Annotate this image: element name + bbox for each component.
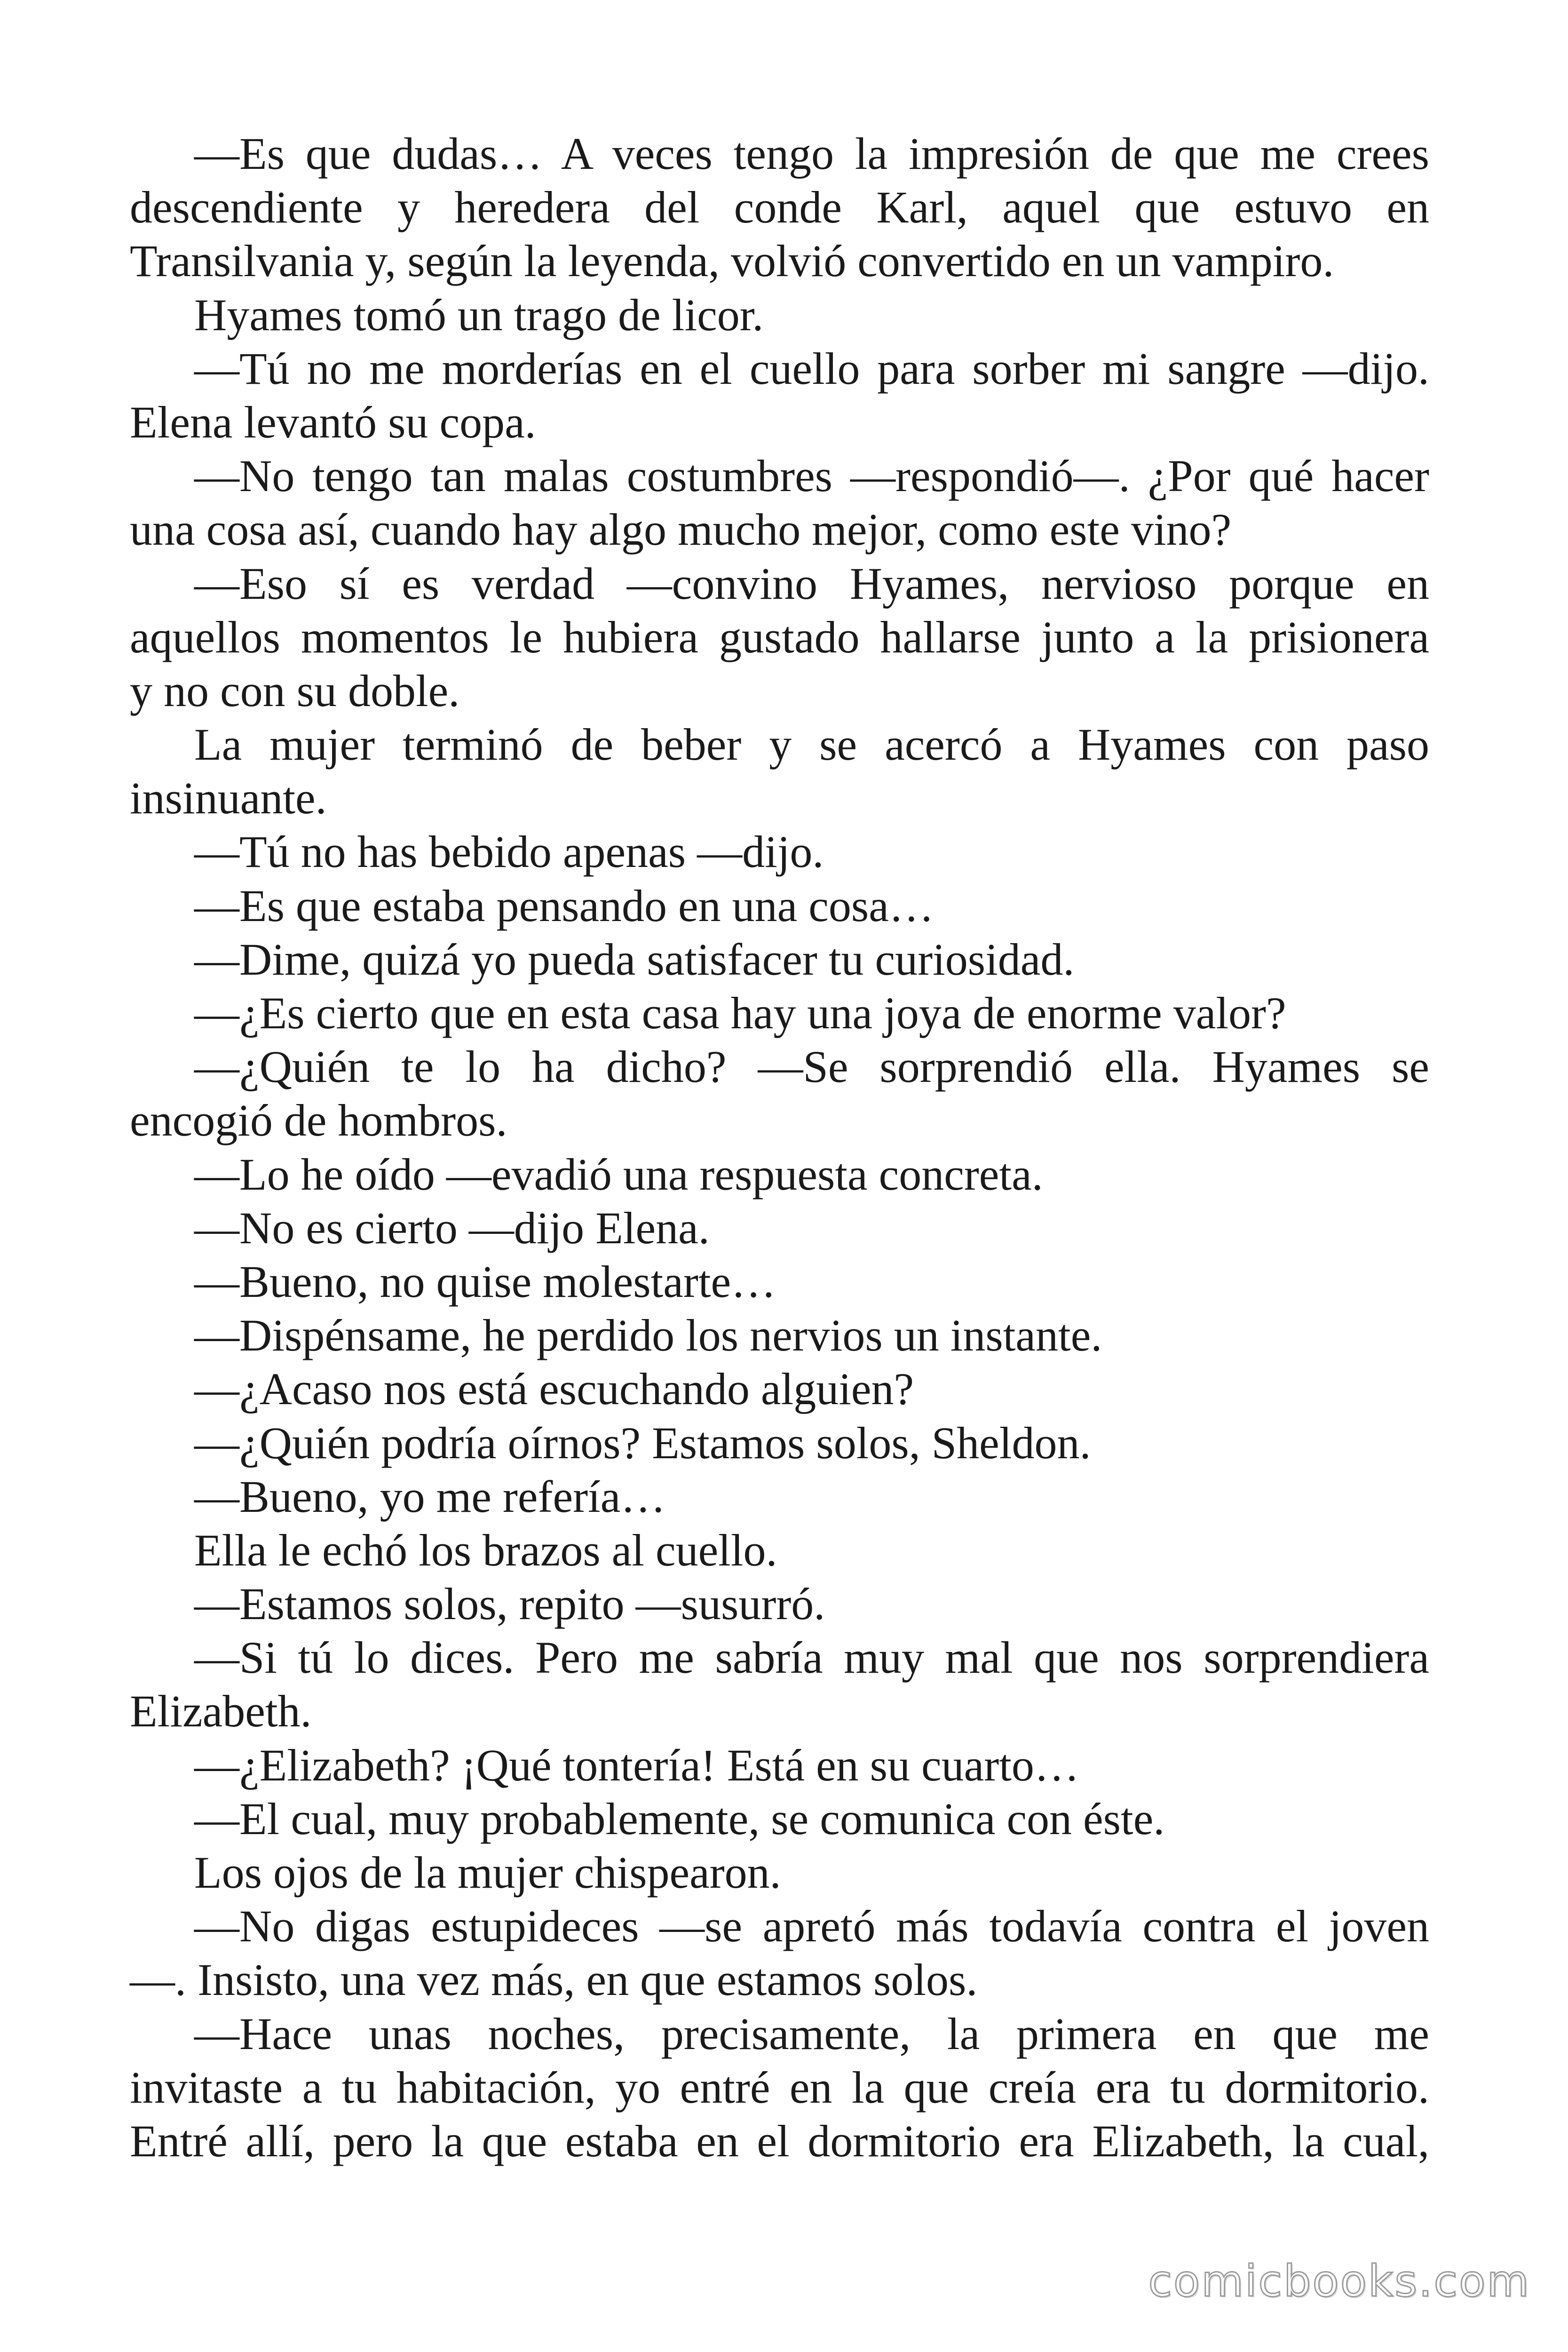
paragraph (130, 1739, 1429, 1792)
paragraph (130, 1148, 1429, 1201)
text-line: —Es que estaba pensando en una cosa… (194, 880, 934, 931)
text-line: —Tú no has bebido apenas —dijo. (194, 826, 824, 877)
paragraph (130, 1309, 1429, 1362)
text-line: —Lo he oído —evadió una respuesta concreta. (194, 1149, 1043, 1200)
text-line: descendiente y heredera del conde Karl, aquel que estuvo en (130, 182, 1429, 233)
text-line: Los ojos de la mujer chispearon. (194, 1847, 781, 1898)
paragraph (130, 1255, 1429, 1309)
text-line: —Hace unas noches, precisamente, la primera en que me (194, 2008, 1429, 2059)
text-line: —¿Acaso nos está escuchando alguien? (194, 1364, 914, 1414)
text-line: —No digas estupideces —se apretó más todavía contra el joven (194, 1901, 1429, 1952)
text-line: Entré allí, pero la que estaba en el dormitorio era Elizabeth, la cual, (130, 2115, 1429, 2166)
paragraph (130, 825, 1429, 879)
text-line: La mujer terminó de beber y se acercó a Hyames con paso (194, 719, 1429, 770)
text-line: —Estamos solos, repito —susurró. (194, 1579, 825, 1629)
text-line: —El cual, muy probablemente, se comunica con éste. (194, 1793, 1165, 1844)
text-line: una cosa así, cuando hay algo mucho mejor, como este vino? (130, 504, 1232, 555)
paragraph (130, 127, 1429, 288)
text-line: insinuante. (130, 773, 327, 824)
text-line: —Es que dudas… A veces tengo la impresión de que me crees (194, 128, 1429, 179)
paragraph (130, 342, 1429, 449)
text-line: Transilvania y, según la leyenda, volvió convertido en un vampiro. (130, 236, 1334, 286)
paragraph (130, 718, 1429, 825)
text-line: Elena levantó su copa. (130, 397, 536, 447)
text-line: Elizabeth. (130, 1686, 312, 1737)
paragraph (130, 1846, 1429, 1899)
text-line: —Eso sí es verdad —convino Hyames, nervioso porque en (194, 558, 1429, 609)
paragraph (130, 1470, 1429, 1524)
text-line: —¿Elizabeth? ¡Qué tontería! Está en su cuarto… (194, 1740, 1079, 1790)
paragraph (130, 1362, 1429, 1416)
text-line: —No tengo tan malas costumbres —respondió—. ¿Por qué hacer (194, 451, 1429, 501)
text-line: —¿Es cierto que en esta casa hay una joya de enorme valor? (194, 988, 1286, 1038)
text-line: —No es cierto —dijo Elena. (194, 1202, 710, 1253)
text-line: encogió de hombros. (130, 1095, 507, 1146)
paragraph (130, 557, 1429, 718)
text-line: aquellos momentos le hubiera gustado hallarse junto a la prisionera (130, 612, 1429, 662)
paragraph (130, 1577, 1429, 1631)
text-line: Ella le echó los brazos al cuello. (194, 1525, 777, 1575)
paragraph (130, 1040, 1429, 1147)
paragraph (130, 1899, 1429, 2007)
paragraph (130, 288, 1429, 342)
paragraph (130, 986, 1429, 1040)
paragraph (130, 1416, 1429, 1470)
text-line: —Dime, quizá yo pueda satisfacer tu curiosidad. (194, 934, 1075, 985)
paragraph (130, 1631, 1429, 1738)
text-line: —Bueno, no quise molestarte… (194, 1256, 776, 1307)
paragraph (130, 2007, 1429, 2169)
text-line: —Tú no me morderías en el cuello para sorber mi sangre —dijo. (194, 343, 1429, 394)
page-text (130, 127, 1429, 2168)
text-line: —. Insisto, una vez más, en que estamos solos. (130, 1955, 978, 2005)
watermark: comicbooks.com (1148, 2256, 1530, 2306)
paragraph (130, 449, 1429, 556)
paragraph (130, 1792, 1429, 1846)
paragraph (130, 933, 1429, 986)
paragraph (130, 879, 1429, 933)
paragraph (130, 1524, 1429, 1577)
text-line: Hyames tomó un trago de licor. (194, 289, 764, 340)
text-line: y no con su doble. (130, 665, 460, 716)
text-line: —¿Quién podría oírnos? Estamos solos, Sheldon. (194, 1417, 1091, 1468)
text-line: invitaste a tu habitación, yo entré en la que creía era tu dormitorio. (130, 2062, 1429, 2113)
text-line: —Si tú lo dices. Pero me sabría muy mal que nos sorprendiera (194, 1632, 1429, 1683)
text-line: —Bueno, yo me refería… (194, 1471, 666, 1522)
paragraph (130, 1201, 1429, 1255)
text-line: —Dispénsame, he perdido los nervios un instante. (194, 1310, 1102, 1361)
text-line: —¿Quién te lo ha dicho? —Se sorprendió ella. Hyames se (194, 1041, 1429, 1092)
